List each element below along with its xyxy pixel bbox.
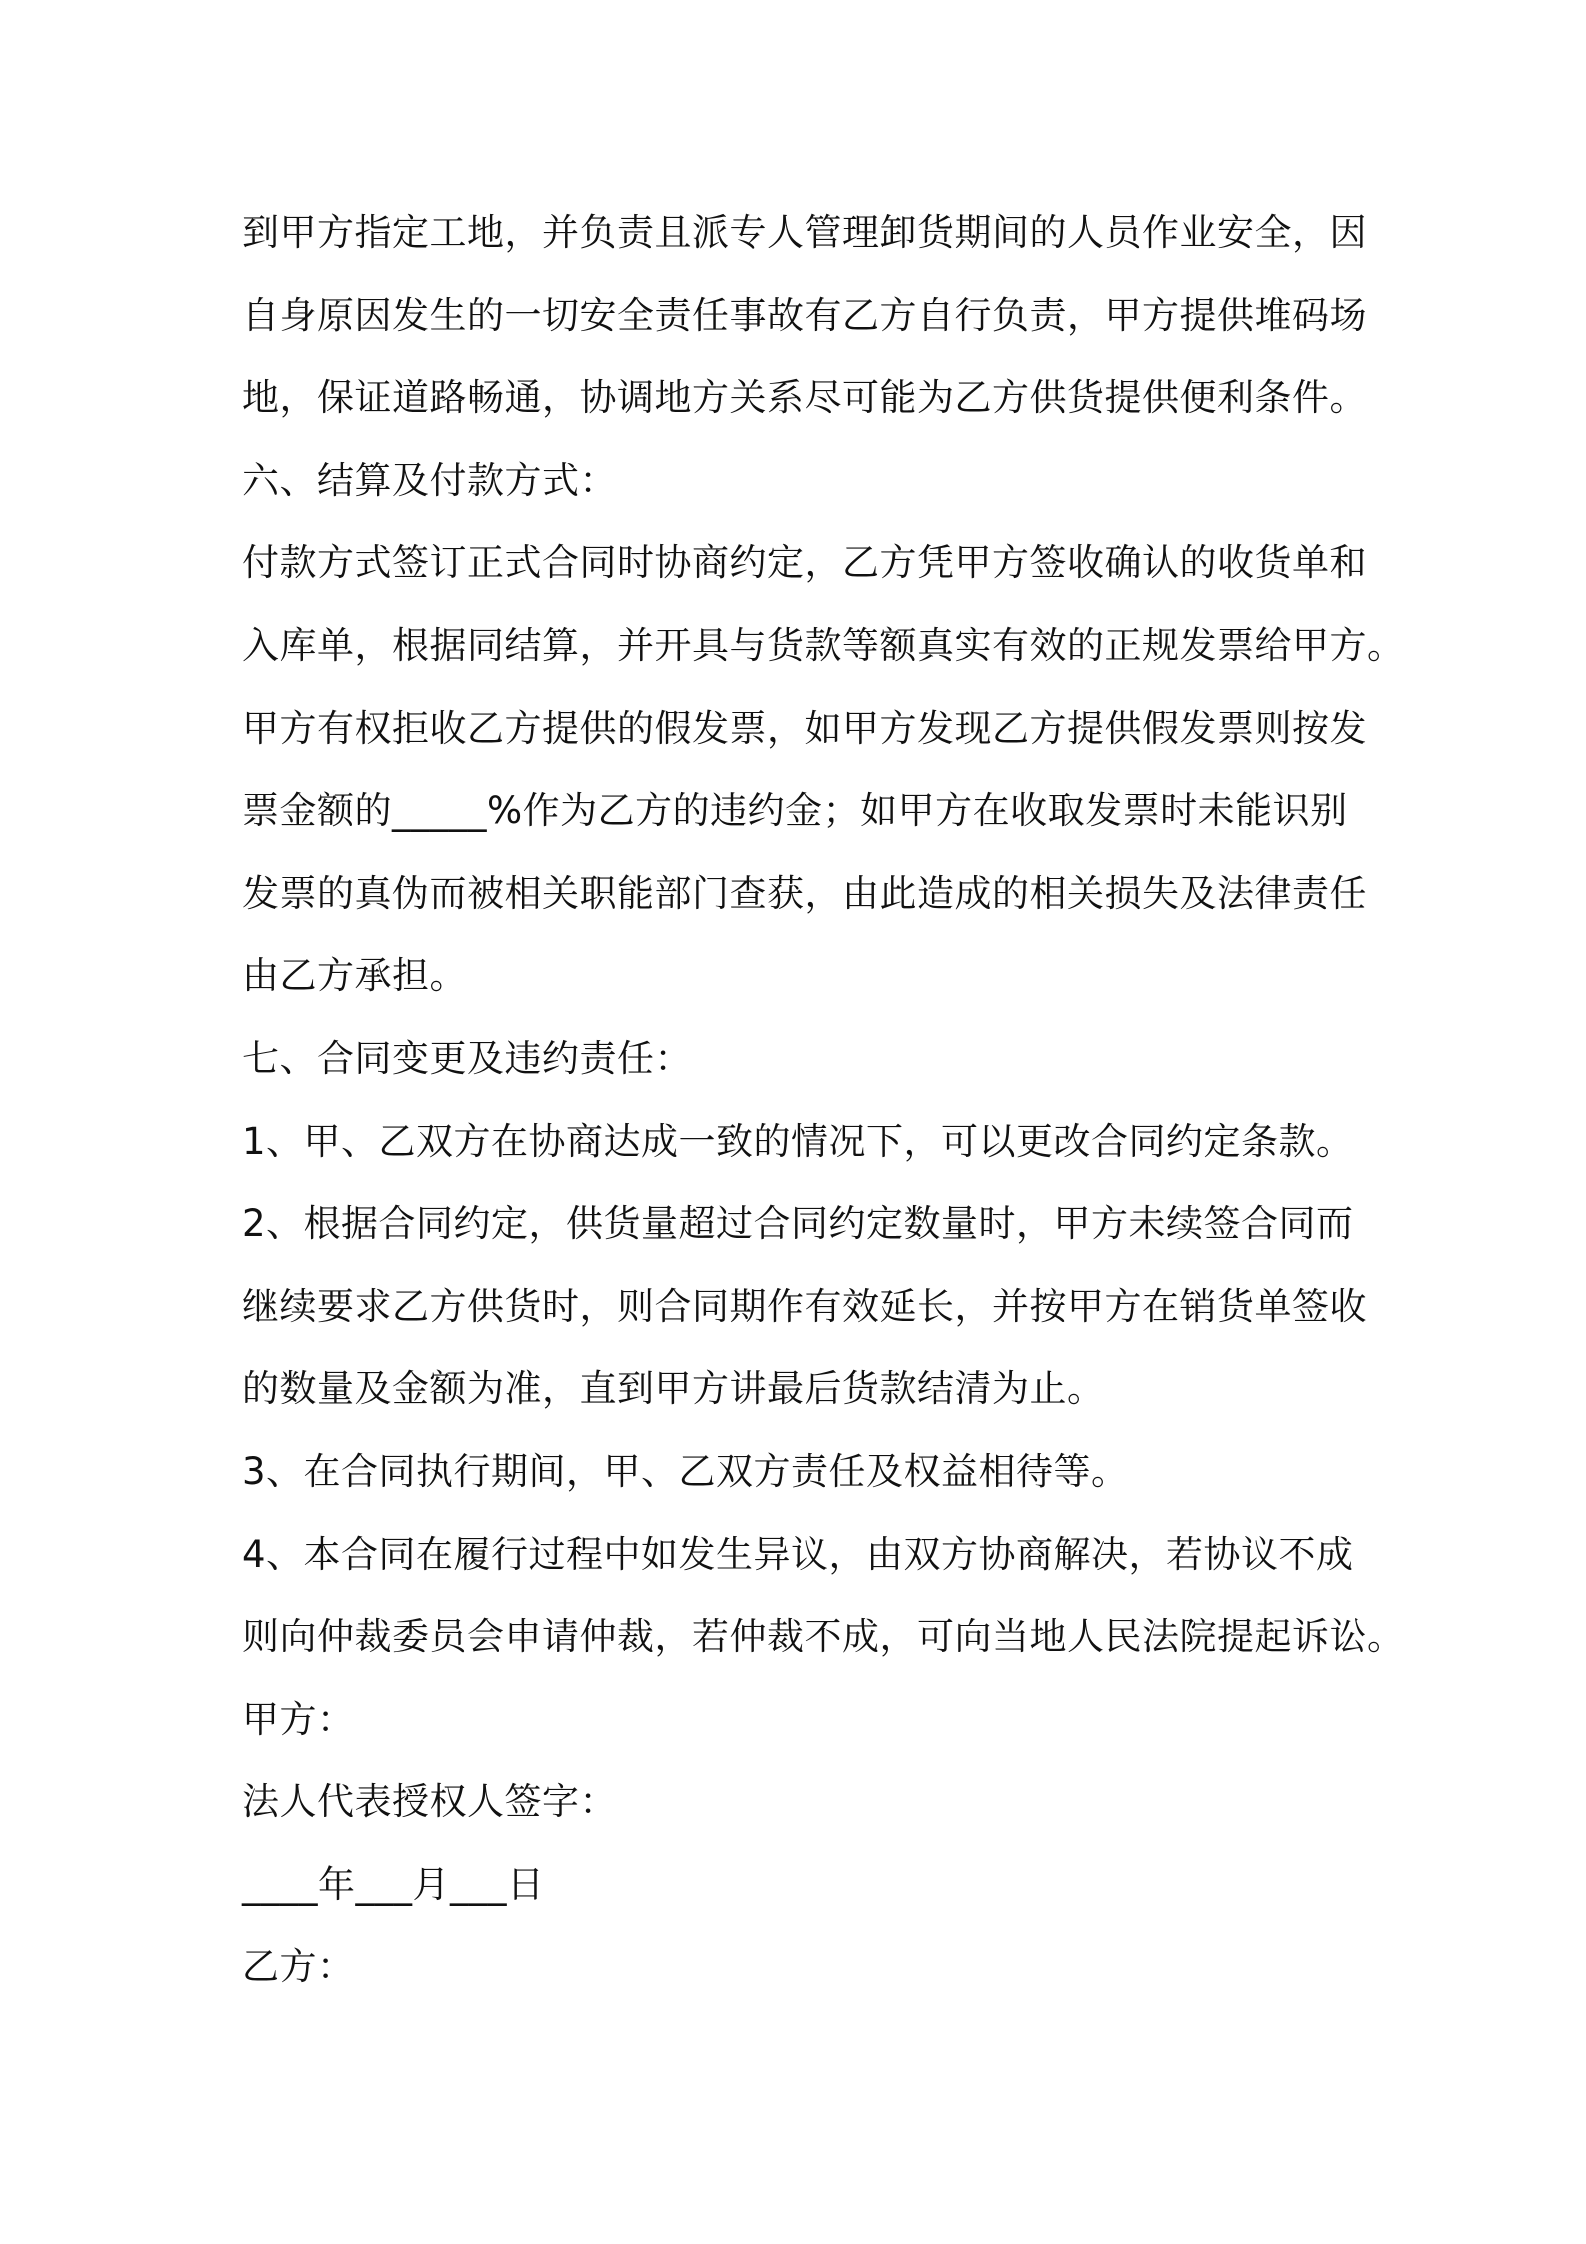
paragraph-line: 到甲方指定工地，并负责且派专人管理卸货期间的人员作业安全，因 <box>242 211 1367 254</box>
clause-item-2: 2、根据合同约定，供货量超过合同约定数量时，甲方未续签合同而 <box>242 1202 1354 1246</box>
paragraph-line: 地，保证道路畅通，协调地方关系尽可能为乙方供货提供便利条件。 <box>242 376 1367 420</box>
paragraph-line: 发票的真伪而被相关职能部门查获，由此造成的相关损失及法律责任 <box>242 871 1367 915</box>
paragraph-line: 的数量及金额为准，直到甲方讲最后货款结清为止。 <box>242 1367 1105 1411</box>
paragraph-line: 继续要求乙方供货时，则合同期作有效延长，并按甲方在销货单签收 <box>242 1284 1367 1328</box>
paragraph-line: 自身原因发生的一切安全责任事故有乙方自行负责，甲方提供堆码场 <box>242 293 1367 337</box>
party-a-label: 甲方： <box>242 1697 355 1741</box>
contract-body <box>242 192 1405 2009</box>
paragraph-line: 则向仲裁委员会申请仲裁，若仲裁不成，可向当地人民法院提起诉讼。 <box>242 1615 1405 1659</box>
paragraph-line: 入库单，根据同结算，并开具与货款等额真实有效的正规发票给甲方。 <box>242 623 1405 667</box>
clause-item-3: 3、在合同执行期间，甲、乙双方责任及权益相待等。 <box>242 1449 1129 1493</box>
paragraph-line: 由乙方承担。 <box>242 954 467 998</box>
paragraph-line: 付款方式签订正式合同时协商约定，乙方凭甲方签收确认的收货单和 <box>242 541 1367 585</box>
clause-item-1: 1、甲、乙双方在协商达成一致的情况下，可以更改合同约定条款。 <box>242 1119 1354 1163</box>
section-heading-changes-liability: 七、合同变更及违约责任： <box>242 1036 692 1080</box>
paragraph-line: 票金额的_____%作为乙方的违约金；如甲方在收取发票时未能识别 <box>242 789 1348 833</box>
clause-item-4: 4、本合同在履行过程中如发生异议，由双方协商解决，若协议不成 <box>242 1532 1354 1576</box>
date-line: ____年___月___日 <box>242 1862 545 1906</box>
paragraph-line: 甲方有权拒收乙方提供的假发票，如甲方发现乙方提供假发票则按发 <box>242 706 1367 750</box>
section-heading-settlement: 六、结算及付款方式： <box>242 458 617 502</box>
signature-label: 法人代表授权人签字： <box>242 1780 617 1824</box>
party-b-label: 乙方： <box>242 1945 355 1989</box>
